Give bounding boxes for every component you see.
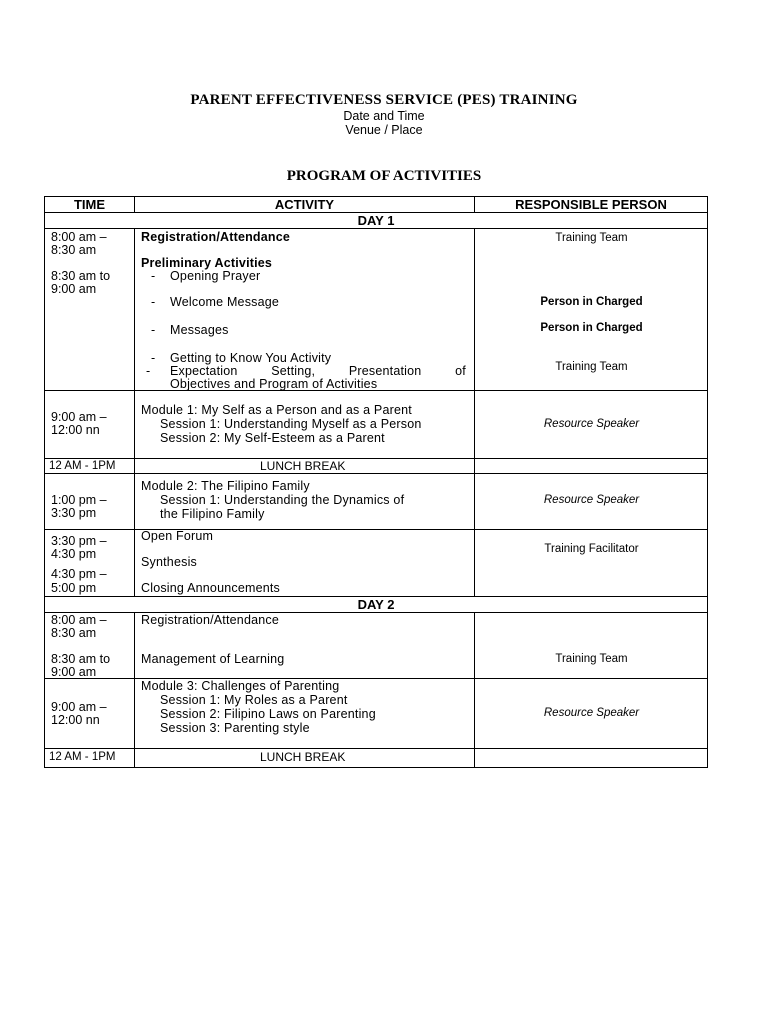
day-row [45,597,708,613]
table-row [45,613,708,679]
time-text: 4:30 pm – [51,567,107,581]
day-1-label: DAY 1 [45,213,708,229]
word: Setting, [271,364,316,378]
activity-text: Session 1: Understanding the Dynamics of [160,493,405,507]
activity-text: Session 1: My Roles as a Parent [160,693,348,707]
time-text: 8:00 am – [51,613,107,627]
activity-cell [135,530,475,597]
time-cell [45,474,135,530]
responsible-text: Resource Speaker [543,418,640,430]
responsible-text: Training Team [555,653,628,665]
activity-text: Module 3: Challenges of Parenting [141,679,340,693]
program-title: PROGRAM OF ACTIVITIES [286,168,482,184]
time-text: 3:30 pm – [51,534,107,548]
time-text: 9:00 am [51,282,97,296]
header-responsible: RESPONSIBLE PERSON [475,197,708,213]
dash-bullet: - [151,351,156,365]
activity-text: Session 3: Parenting style [160,721,310,735]
time-cell [45,613,135,679]
activity-text: Welcome Message [170,295,280,309]
activity-text: LUNCH BREAK [260,459,346,473]
time-text: 12:00 nn [51,713,100,727]
responsible-cell [475,679,708,749]
activity-text: Session 2: Filipino Laws on Parenting [160,707,376,721]
word: Expectation [170,364,238,378]
activity-cell [135,229,475,391]
activity-text: Closing Announcements [141,581,281,595]
time-cell [45,679,135,749]
activity-text: LUNCH BREAK [260,750,346,764]
responsible-cell [475,474,708,530]
dash-bullet: - [151,323,156,337]
activity-text: Registration/Attendance [141,230,291,244]
time-text: 3:30 pm [51,506,97,520]
word: Presentation [348,364,422,378]
activity-cell [135,474,475,530]
dash-bullet: - [151,269,156,283]
activity-text: Open Forum [141,529,214,543]
table-row [45,679,708,749]
time-text: 8:00 am – [51,230,107,244]
responsible-text: Training Team [555,232,628,244]
responsible-text: Training Team [555,361,628,373]
time-text: 8:30 am to [51,269,111,283]
activity-text: Opening Prayer [170,269,261,283]
responsible-cell [475,530,708,597]
activity-text: Session 1: Understanding Myself as a Person [160,417,422,431]
responsible-text: Resource Speaker [543,494,640,506]
time-text: 1:00 pm – [51,493,107,507]
responsible-cell [475,391,708,459]
responsible-text: Training Facilitator [544,543,639,555]
header-row [45,197,708,213]
document-title: PARENT EFFECTIVENESS SERVICE (PES) TRAINING [190,92,578,108]
schedule-table [44,196,708,768]
time-text: 12:00 nn [51,423,100,437]
time-text: 9:00 am – [51,700,107,714]
dash-bullet: - [146,364,151,378]
activity-cell [135,459,475,474]
table-row [45,391,708,459]
responsible-cell [475,749,708,768]
time-cell [45,391,135,459]
responsible-text: Person in Charged [540,296,643,308]
table-row [45,459,708,474]
time-text: 4:30 pm [51,547,97,561]
time-text: 8:30 am to [51,652,111,666]
responsible-cell [475,229,708,391]
activity-text: Session 2: My Self-Esteem as a Parent [160,431,385,445]
word: of [455,364,466,378]
time-cell [45,459,135,474]
activity-cell [135,613,475,679]
activity-cell [135,679,475,749]
day-2-label: DAY 2 [45,597,708,613]
header-activity: ACTIVITY [135,197,475,213]
header-time: TIME [45,197,135,213]
time-text: 9:00 am [51,665,97,679]
activity-cell [135,749,475,768]
responsible-text: Resource Speaker [543,707,640,719]
responsible-cell [475,613,708,679]
responsible-cell [475,459,708,474]
time-text: 12 AM - 1PM [49,460,116,472]
dash-bullet: - [151,295,156,309]
responsible-text: Person in Charged [540,322,643,334]
time-cell [45,229,135,391]
table-row [45,749,708,768]
activity-text: Module 1: My Self as a Person and as a Parent [141,403,412,417]
time-text: 8:30 am [51,243,97,257]
activity-text: Preliminary Activities [141,256,273,270]
date-time-line: Date and Time [343,109,425,123]
table-row [45,474,708,530]
activity-text: Module 2: The Filipino Family [141,479,310,493]
activity-cell [135,391,475,459]
activity-text: Messages [170,323,229,337]
time-cell [45,530,135,597]
activity-text: the Filipino Family [160,507,265,521]
activity-text: Synthesis [141,555,197,569]
venue-line: Venue / Place [345,123,423,137]
activity-text: Registration/Attendance [141,613,280,627]
time-cell [45,749,135,768]
time-text: 9:00 am – [51,410,107,424]
time-text: 12 AM - 1PM [49,751,116,763]
time-text: 8:30 am [51,626,97,640]
activity-text: Objectives and Program of Activities [170,377,378,391]
table-row [45,229,708,391]
table-row [45,530,708,597]
time-text: 5:00 pm [51,581,97,595]
activity-text: Getting to Know You Activity [170,351,332,365]
activity-text: Management of Learning [141,652,285,666]
day-row [45,213,708,229]
